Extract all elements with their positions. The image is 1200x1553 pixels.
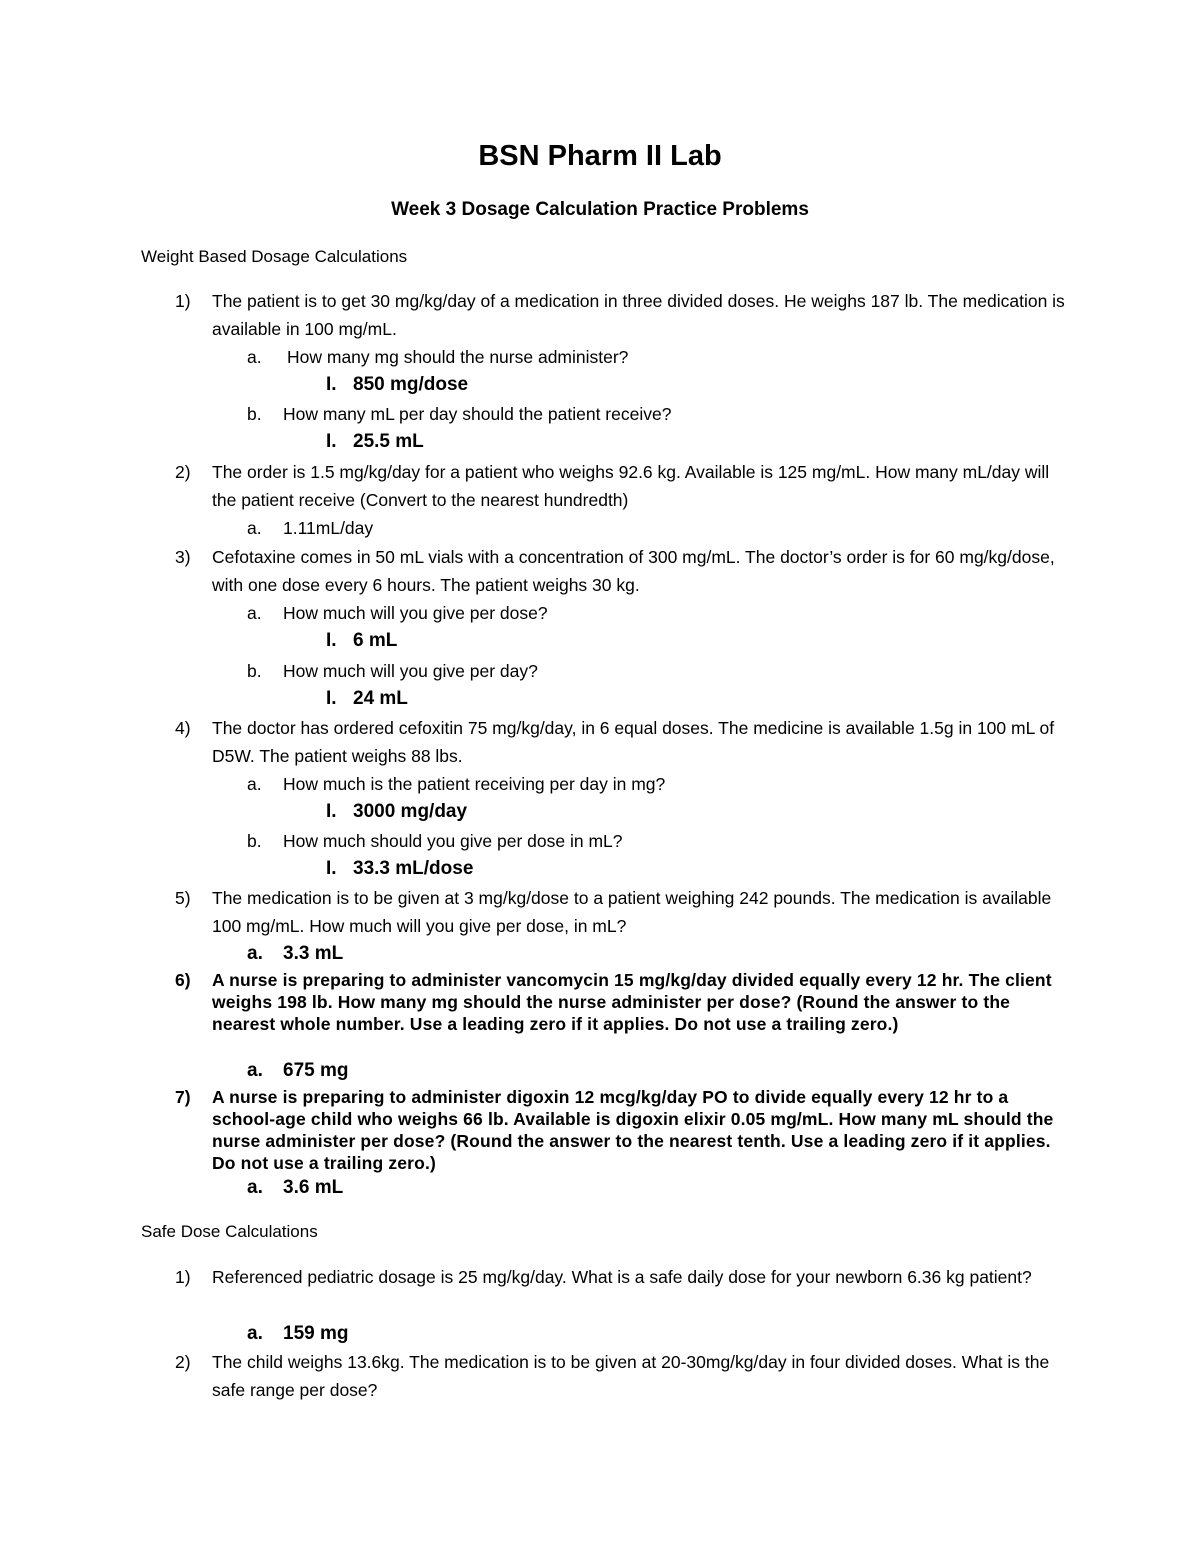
part-marker: a. bbox=[247, 347, 262, 367]
problem-text: The child weighs 13.6kg. The medication is to be given at 20-30mg/kg/day in four divided doses. What is the safe range per dose? bbox=[212, 1352, 1050, 1400]
part-marker: b. bbox=[247, 661, 262, 681]
section-heading-weight-based: Weight Based Dosage Calculations bbox=[141, 247, 408, 266]
part-question: How much should you give per dose in mL? bbox=[283, 831, 623, 851]
part-marker: a. bbox=[247, 603, 262, 623]
answer: 6 mL bbox=[353, 630, 398, 651]
answer: 3000 mg/day bbox=[353, 801, 468, 822]
answer: 3.3 mL bbox=[283, 943, 344, 964]
problem-number: 5) bbox=[175, 888, 191, 908]
answer-marker: I. bbox=[326, 630, 337, 651]
problem-text: The doctor has ordered cefoxitin 75 mg/kg/day, in 6 equal doses. The medicine is available 1.5g in 100 mL of D5W. The patient weighs 88 lbs. bbox=[212, 718, 1055, 766]
answer: 3.6 mL bbox=[283, 1177, 344, 1198]
answer-marker: I. bbox=[326, 431, 337, 452]
problem-text: The order is 1.5 mg/kg/day for a patient who weighs 92.6 kg. Available is 125 mg/mL. How many mL/day will the patient receive (Convert to the nearest hundredth) bbox=[212, 462, 1050, 510]
answer-marker: I. bbox=[326, 688, 337, 709]
problem-number: 1) bbox=[175, 1267, 191, 1287]
problem-text: A nurse is preparing to administer digoxin 12 mcg/kg/day PO to divide equally every 12 hr to a school-age child who weighs 66 lb. Available is digoxin elixir 0.05 mg/mL. How many mL should the nurse administer per dose? (Round the answer to the nearest tenth. Use a leading zero if it applies. Do not use a trailing zero.) bbox=[212, 1087, 1054, 1173]
page-title: BSN Pharm II Lab bbox=[478, 140, 722, 172]
part-question: How much is the patient receiving per day in mg? bbox=[283, 774, 666, 794]
part-question: How many mg should the nurse administer? bbox=[287, 347, 629, 367]
answer: 24 mL bbox=[353, 688, 408, 709]
problem-number: 3) bbox=[175, 547, 191, 567]
problem-number: 7) bbox=[175, 1087, 191, 1107]
problem-number: 2) bbox=[175, 462, 191, 482]
answer: 850 mg/dose bbox=[353, 374, 469, 395]
problem-text: The patient is to get 30 mg/kg/day of a medication in three divided doses. He weighs 187 lb. The medication is available in 100 mg/mL. bbox=[212, 291, 1065, 339]
part-marker: b. bbox=[247, 831, 262, 851]
answer-marker: a. bbox=[247, 1323, 263, 1344]
part-question: How much will you give per dose? bbox=[283, 603, 548, 623]
answer-marker: I. bbox=[326, 374, 337, 395]
page-subtitle: Week 3 Dosage Calculation Practice Problems bbox=[391, 199, 809, 220]
answer-marker: I. bbox=[326, 858, 337, 879]
answer: 1.11mL/day bbox=[283, 518, 374, 538]
answer-marker: a. bbox=[247, 518, 262, 538]
problem-number: 2) bbox=[175, 1352, 191, 1372]
answer-marker: a. bbox=[247, 1177, 263, 1198]
answer-marker: a. bbox=[247, 943, 263, 964]
problem-number: 6) bbox=[175, 970, 191, 990]
part-marker: b. bbox=[247, 404, 262, 424]
answer-marker: I. bbox=[326, 801, 337, 822]
answer: 675 mg bbox=[283, 1060, 349, 1081]
answer: 159 mg bbox=[283, 1323, 349, 1344]
part-question: How much will you give per day? bbox=[283, 661, 538, 681]
answer: 33.3 mL/dose bbox=[353, 858, 474, 879]
problem-text: Referenced pediatric dosage is 25 mg/kg/day. What is a safe daily dose for your newborn 6.36 kg patient? bbox=[212, 1267, 1032, 1287]
problem-text: Cefotaxine comes in 50 mL vials with a concentration of 300 mg/mL. The doctor’s order is for 60 mg/kg/dose, with one dose every 6 hours. The patient weighs 30 kg. bbox=[212, 547, 1055, 595]
answer-marker: a. bbox=[247, 1060, 263, 1081]
answer: 25.5 mL bbox=[353, 431, 424, 452]
problem-number: 4) bbox=[175, 718, 191, 738]
problem-text: A nurse is preparing to administer vancomycin 15 mg/kg/day divided equally every 12 hr. The client weighs 198 lb. How many mg should the nurse administer per dose? (Round the answer to the nearest whole number. Use a leading zero if it applies. Do not use a trailing zero.) bbox=[212, 970, 1052, 1034]
part-marker: a. bbox=[247, 774, 262, 794]
problem-text: The medication is to be given at 3 mg/kg/dose to a patient weighing 242 pounds. The medication is available 100 mg/mL. How much will you give per dose, in mL? bbox=[212, 888, 1052, 936]
part-question: How many mL per day should the patient receive? bbox=[283, 404, 672, 424]
problem-number: 1) bbox=[175, 291, 191, 311]
section-heading-safe-dose: Safe Dose Calculations bbox=[141, 1222, 318, 1241]
